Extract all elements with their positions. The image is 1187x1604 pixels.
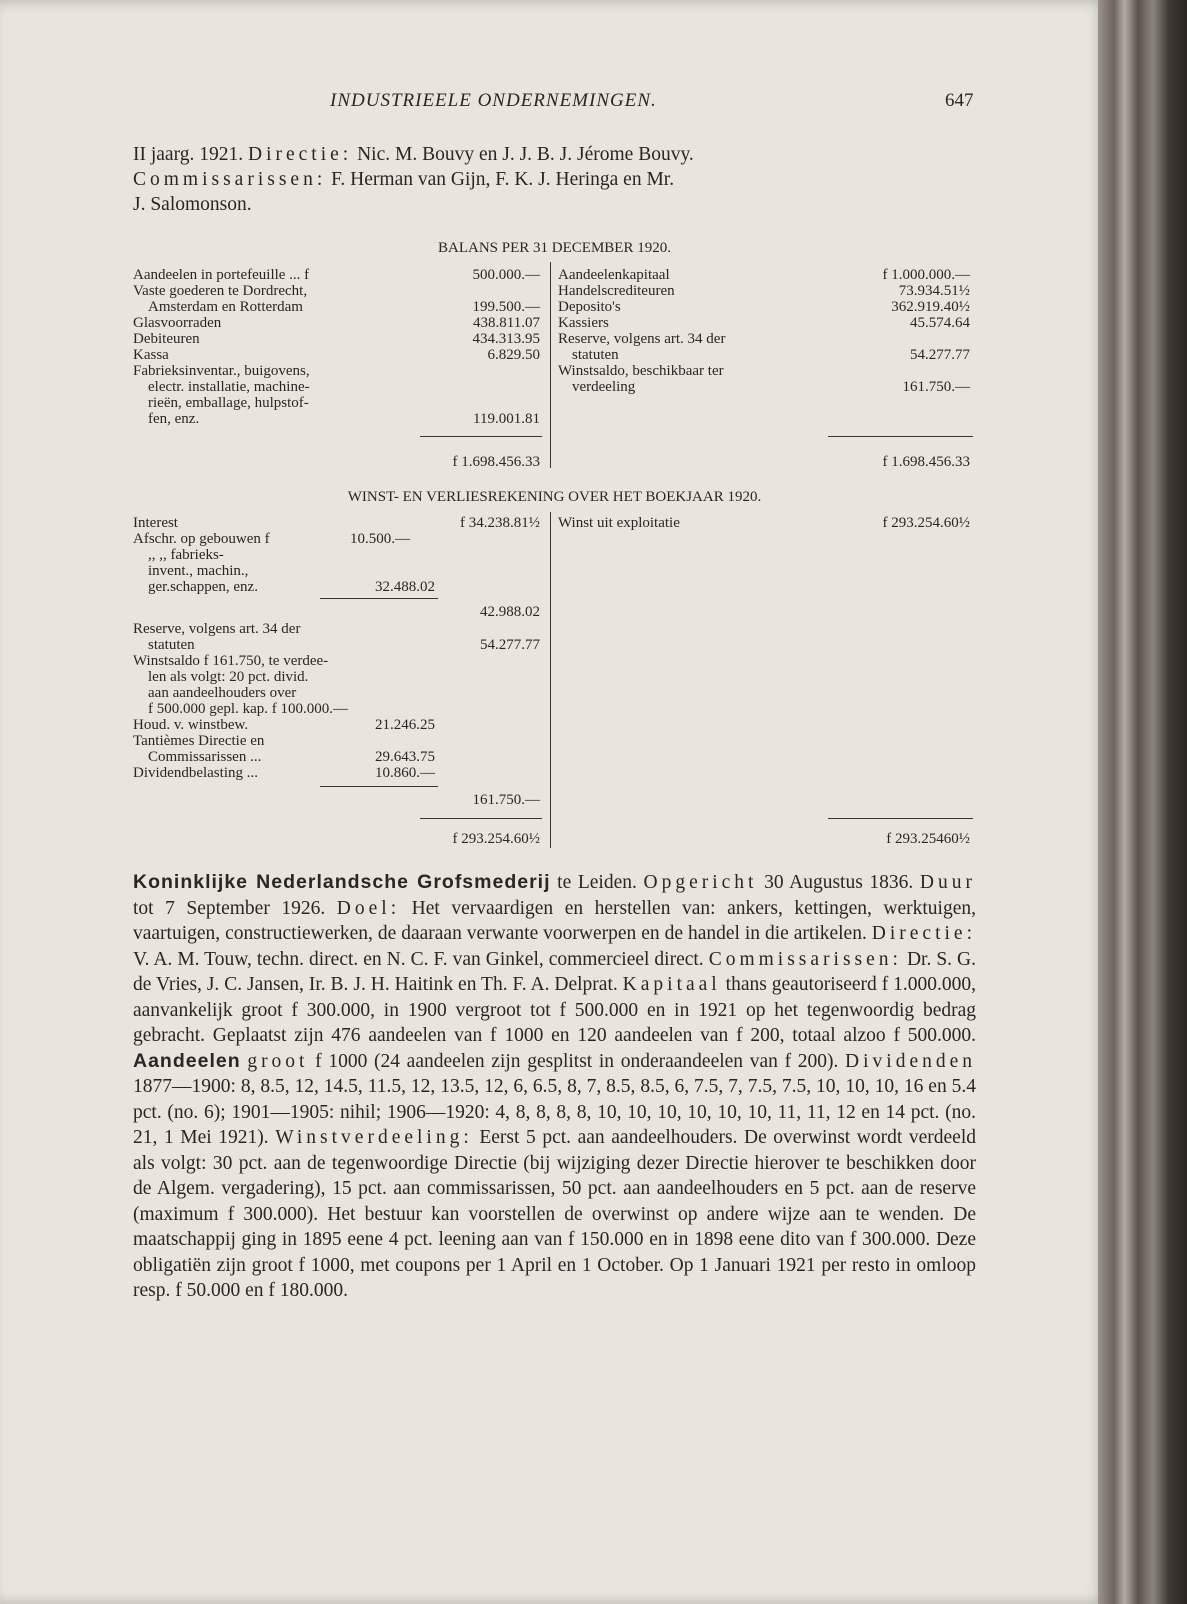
- kapitaal-label: Kapitaal: [622, 974, 721, 995]
- winst-left-label: Interest: [133, 515, 178, 531]
- balans-left-total-rule: [420, 436, 542, 437]
- intro-text: II jaarg. 1921.: [133, 144, 248, 165]
- winst-left-subvalue: 21.246.25: [375, 717, 435, 733]
- winst-left-label: Afschr. op gebouwen f: [133, 531, 270, 547]
- balans-right-value: f 1.000.000.—: [882, 267, 970, 283]
- balans-left-value: 434.313.95: [472, 331, 540, 347]
- winst-left-label: Commissarissen ...: [148, 749, 262, 765]
- winst-left-total: f 293.254.60½: [452, 831, 540, 847]
- winst-left-label: statuten: [148, 637, 195, 653]
- winst-left-subvalue: 32.488.02: [375, 579, 435, 595]
- balans-left-total: f 1.698.456.33: [452, 454, 540, 470]
- balans-divider: [550, 262, 551, 468]
- balans-title: BALANS PER 31 DECEMBER 1920.: [438, 240, 671, 256]
- balans-right-label: statuten: [572, 347, 619, 363]
- winst-left-label: aan aandeelhouders over: [148, 685, 297, 701]
- winst-left-value: 54.277.77: [480, 637, 540, 653]
- page-number: 647: [945, 90, 974, 111]
- winstverdeeling-label: Winstverdeeling:: [275, 1127, 473, 1148]
- balans-left-label: rieën, emballage, hulpstof-: [148, 395, 309, 411]
- balans-left-value: 199.500.—: [472, 299, 540, 315]
- intro-text: F. Herman van Gijn, F. K. J. Heringa en Mr.: [326, 169, 675, 190]
- balans-right-label: Aandeelenkapitaal: [558, 267, 670, 283]
- balans-left-value: 500.000.—: [472, 267, 540, 283]
- winst-divider: [550, 512, 551, 848]
- balans-right-value: 73.934.51½: [898, 283, 970, 299]
- winst-title: WINST- EN VERLIESREKENING OVER HET BOEKJAAR 1920.: [347, 489, 762, 505]
- winst-left-label: Houd. v. winstbew.: [133, 717, 249, 733]
- balans-right-total: f 1.698.456.33: [882, 454, 970, 470]
- balans-right-label: Reserve, volgens art. 34 der: [558, 331, 726, 347]
- groot-label: groot: [247, 1050, 309, 1072]
- directie-label: Directie:: [871, 923, 976, 944]
- winst-left-label: Tantièmes Directie en: [133, 733, 265, 749]
- winst-left-label: Dividendbelasting ...: [133, 765, 258, 781]
- entry-text: te Leiden.: [550, 872, 644, 893]
- doel-label: Doel:: [336, 897, 401, 919]
- winst-left-label: len als volgt: 20 pct. divid.: [148, 669, 309, 685]
- winst-left-total-rule: [420, 818, 542, 819]
- balans-left-label: Vaste goederen te Dordrecht,: [133, 283, 308, 299]
- balans-left-value: 438.811.07: [473, 315, 540, 331]
- balans-right-label: Deposito's: [558, 299, 621, 315]
- winst-left-label: invent., machin.,: [148, 563, 249, 579]
- balans-left-label: Debiteuren: [133, 331, 200, 347]
- balans-left-label: Amsterdam en Rotterdam: [148, 299, 303, 315]
- winst-right-value: f 293.254.60½: [882, 515, 970, 531]
- company-name: Koninklijke Nederlandsche Grofsmederij: [133, 871, 551, 893]
- commissarissen-label: Commissarissen:: [708, 948, 902, 970]
- winst-left-label: ,, ,, fabrieks-: [148, 547, 224, 563]
- winst-left-label: Reserve, volgens art. 34 der: [133, 621, 301, 637]
- balans-right-value: 45.574.64: [910, 315, 970, 331]
- balans-left-label: Kassa: [133, 347, 169, 363]
- balans-right-value: 54.277.77: [910, 347, 970, 363]
- winst-left-subvalue: 10.500.—: [350, 531, 410, 547]
- entry-text: V. A. M. Touw, techn. direct. en N. C. F. van Ginkel, commercieel direct.: [133, 948, 709, 970]
- aandeelen-label: Aandeelen: [133, 1049, 241, 1072]
- balans-left-label: fen, enz.: [148, 411, 200, 427]
- winst-left-subtotal-rule: [320, 786, 438, 787]
- balans-right-value: 362.919.40½: [891, 299, 970, 315]
- entry-text: Het vervaardigen en herstellen van: ankers, kettingen, werktuigen, vaartuigen, constructiewerken, de daaraan verwante voorwerpen en de handel in die artikelen.: [133, 897, 977, 944]
- entry-text: f 1000 (24 aandeelen zijn gesplitst in onderaandeelen van f 200).: [308, 1050, 846, 1072]
- balans-left-label: electr. installatie, machine-: [148, 379, 310, 395]
- balans-left-value: 119.001.81: [473, 411, 540, 427]
- dividenden-label: Dividenden: [845, 1050, 977, 1072]
- balans-right-value: 161.750.—: [902, 379, 970, 395]
- winst-right-label: Winst uit exploitatie: [558, 515, 680, 531]
- intro-text: Nic. M. Bouvy en J. J. B. J. Jérome Bouvy.: [352, 144, 694, 165]
- balans-right-label: verdeeling: [572, 379, 636, 395]
- winst-right-total-rule: [828, 818, 973, 819]
- balans-left-label: Aandeelen in portefeuille ... f: [133, 267, 310, 283]
- opgericht-label: Opgericht: [643, 872, 758, 893]
- balans-right-label: Handelscrediteuren: [558, 283, 675, 299]
- winst-left-value: f 34.238.81½: [460, 515, 540, 531]
- commissarissen-label: Commissarissen:: [133, 169, 327, 190]
- intro-text: J. Salomonson.: [133, 194, 252, 215]
- winst-left-subvalue: 10.860.—: [375, 765, 435, 781]
- winst-left-value: 42.988.02: [480, 604, 540, 620]
- entry-text: Dr. S. G. de Vries, J. C. Jansen, Ir. B. J. H. Haitink en Th. F. A. Delprat.: [133, 948, 976, 995]
- winst-right-total: f 293.25460½: [886, 831, 970, 847]
- balans-left-label: Glasvoorraden: [133, 315, 222, 331]
- intro-paragraph: [133, 142, 976, 217]
- winst-left-subvalue: 29.643.75: [375, 749, 435, 765]
- winst-left-value: 161.750.—: [472, 792, 540, 808]
- entry-text: thans geautoriseerd f 1.000.000, aanvankelijk groot f 300.000, in 1900 vergroot tot f 500.000 en in 1921 op het tegenwoordig bedrag gebracht. Geplaatst zijn 476 aandeelen van f 1000 en 120 aandeelen van f 200, totaal alzoo f 500.000.: [133, 974, 977, 1046]
- winst-left-label: ger.schappen, enz.: [148, 579, 258, 595]
- balans-right-label: Kassiers: [558, 315, 609, 331]
- entry-text: tot 7 September 1926.: [133, 897, 337, 919]
- winst-left-label: Winstsaldo f 161.750, te verdee-: [133, 653, 329, 669]
- duur-label: Duur: [919, 872, 976, 893]
- winst-left-subtotal-rule: [320, 598, 438, 599]
- balans-right-total-rule: [828, 436, 973, 437]
- balans-right-label: Winstsaldo, beschikbaar ter: [558, 363, 724, 379]
- book-page-edge: [1098, 0, 1187, 1604]
- running-header-title: INDUSTRIEELE ONDERNEMINGEN.: [330, 90, 657, 111]
- balans-left-label: Fabrieksinventar., buigovens,: [133, 363, 310, 379]
- entry-text: 30 Augustus 1836.: [757, 872, 920, 893]
- entry-text: Eerst 5 pct. aan aandeelhouders. De overwinst wordt verdeeld als volgt: 30 pct. aan de tegenwoordige Directie (bij wijziging dezer Directie hierover te beschikken door de Algem. vergadering), 15 pct. aan commissarissen, 50 pct. aan aandeelhouders en 5 pct. aan de reserve (maximum f 300.000). Het bestuur kan voorstellen de overwinst op andere wijze aan te wenden. De maatschappij ging in 1895 eene 4 pct. leening aan van f 150.000 en in 1898 eene dito van f 300.000. Deze obligatiën zijn groot f 1000, met coupons per 1 April en 1 October. Op 1 Januari 1921 per resto in omloop resp. f 50.000 en f 180.000.: [133, 1127, 976, 1301]
- balans-left-value: 6.829.50: [487, 347, 540, 363]
- company-entry: [133, 870, 976, 1304]
- directie-label: Directie:: [247, 144, 353, 165]
- entry-text: 1877—1900: 8, 8.5, 12, 14.5, 11.5, 12, 13.5, 12, 6, 6.5, 8, 7, 8.5, 8.5, 6, 7.5, 7, 7.5, 7.5, 10, 10, 10, 16 en 5.4 pct. (no. 6); 1901—1905: nihil; 1906—1920: 4, 8, 8, 8, 8, 10, 10, 10, 10, 10, 10, 11, 11, 12 en 14 pct. (no. 21, 1 Mei 1921).: [133, 1076, 976, 1148]
- winst-left-label: f 500.000 gepl. kap. f 100.000.—: [148, 701, 348, 717]
